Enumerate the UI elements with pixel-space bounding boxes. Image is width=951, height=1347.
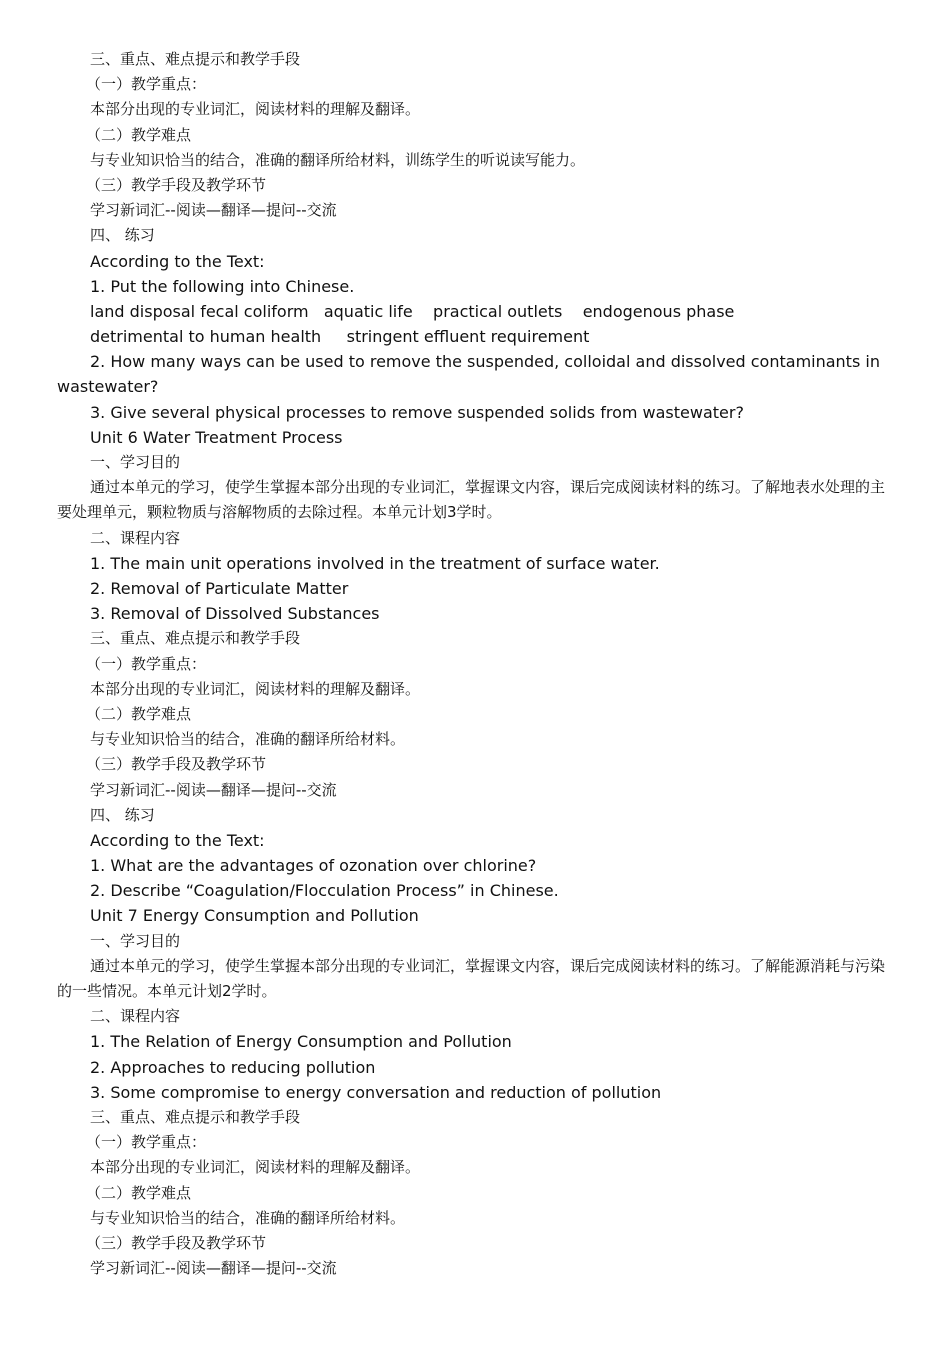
text-line: 学习新词汇--阅读—翻译—提问--交流 <box>90 201 337 220</box>
text-line: According to the Text: <box>90 251 265 271</box>
text-line: detrimental to human health stringent effluent requirement <box>90 327 590 347</box>
text-line: 3. Some compromise to energy conversation and reduction of pollution <box>90 1082 662 1102</box>
text-line: 通过本单元的学习，使学生掌握本部分出现的专业词汇，掌握课文内容，课后完成阅读材料的练习。了解能源消耗与污染的一些情况。本单元计划2学时。 <box>57 956 886 1001</box>
text-line: （一）教学重点： <box>86 654 207 673</box>
document-body <box>0 47 951 1281</box>
text-line: （二）教学难点 <box>86 1183 192 1202</box>
text-line: （二）教学难点 <box>86 704 192 723</box>
text-line: 1. Put the following into Chinese. <box>90 276 355 296</box>
text-line: 3. Removal of Dissolved Substances <box>90 604 380 624</box>
text-line: 2. Describe “Coagulation/Flocculation Process” in Chinese. <box>90 881 559 901</box>
text-line: （三）教学手段及教学环节 <box>86 1233 267 1252</box>
text-line: 本部分出现的专业词汇，阅读材料的理解及翻译。 <box>90 679 421 698</box>
text-line: 3. Give several physical processes to remove suspended solids from wastewater? <box>90 402 744 422</box>
text-line: （一）教学重点： <box>86 75 207 94</box>
text-line: 与专业知识恰当的结合，准确的翻译所给材料，训练学生的听说读写能力。 <box>90 150 586 169</box>
text-line: 学习新词汇--阅读—翻译—提问--交流 <box>90 780 337 799</box>
text-line: （三）教学手段及教学环节 <box>86 175 267 194</box>
text-line: 1. The Relation of Energy Consumption and Pollution <box>90 1032 512 1052</box>
text-line: （三）教学手段及教学环节 <box>86 755 267 774</box>
text-line: 二、课程内容 <box>90 1007 181 1026</box>
text-line: 学习新词汇--阅读—翻译—提问--交流 <box>90 1259 337 1278</box>
text-line: 一、学习目的 <box>90 931 181 950</box>
text-line: 通过本单元的学习，使学生掌握本部分出现的专业词汇，掌握课文内容，课后完成阅读材料的练习。了解地表水处理的主要处理单元，颗粒物质与溶解物质的去除过程。本单元计划3学时。 <box>57 478 886 522</box>
text-line: 本部分出现的专业词汇，阅读材料的理解及翻译。 <box>90 100 421 119</box>
text-line: Unit 6 Water Treatment Process <box>90 427 343 447</box>
text-line: land disposal fecal coliform aquatic life practical outlets endogenous phase <box>90 301 735 321</box>
text-line: 本部分出现的专业词汇，阅读材料的理解及翻译。 <box>90 1158 421 1177</box>
text-line: 三、重点、难点提示和教学手段 <box>90 1107 301 1126</box>
text-line: 与专业知识恰当的结合，准确的翻译所给材料。 <box>90 1208 406 1227</box>
text-line: 1. What are the advantages of ozonation over chlorine? <box>90 856 537 876</box>
text-line: 三、重点、难点提示和教学手段 <box>90 50 301 68</box>
text-line: 1. The main unit operations involved in the treatment of surface water. <box>90 553 660 573</box>
text-line: According to the Text: <box>90 830 265 850</box>
text-line: 三、重点、难点提示和教学手段 <box>90 629 301 648</box>
text-line: 四、 练习 <box>90 226 155 245</box>
text-line: Unit 7 Energy Consumption and Pollution <box>90 906 419 926</box>
text-line: 二、课程内容 <box>90 528 181 547</box>
text-line: 2. Removal of Particulate Matter <box>90 579 349 598</box>
text-line: 2. Approaches to reducing pollution <box>90 1057 376 1077</box>
text-line: 一、学习目的 <box>90 453 181 472</box>
text-line: 2. How many ways can be used to remove the suspended, colloidal and dissolved contaminants in wastewater? <box>57 352 880 397</box>
text-line: （一）教学重点： <box>86 1133 207 1152</box>
text-line: 与专业知识恰当的结合，准确的翻译所给材料。 <box>90 730 406 749</box>
text-line: （二）教学难点 <box>86 125 192 144</box>
text-line: 四、 练习 <box>90 805 155 824</box>
